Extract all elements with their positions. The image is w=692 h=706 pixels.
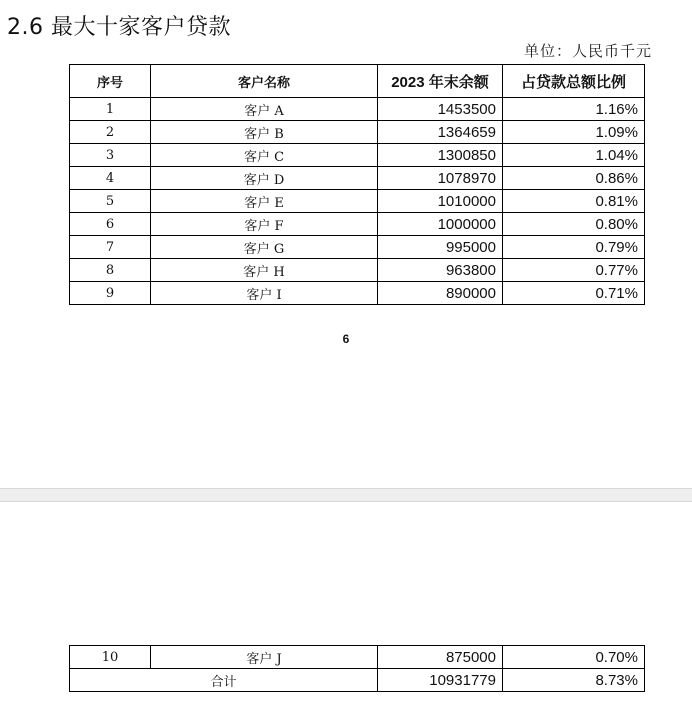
row-number: 3 — [70, 144, 151, 167]
table-row — [70, 144, 645, 167]
table-row — [70, 98, 645, 121]
header-balance: 2023 年末余额 — [378, 65, 503, 98]
loan-ratio: 0.77% — [503, 259, 645, 282]
table-header-row — [70, 65, 645, 98]
customer-name: 客户 C — [151, 144, 378, 167]
balance-amount: 1364659 — [378, 121, 503, 144]
customer-name: 客户 I — [151, 282, 378, 305]
loan-ratio: 1.16% — [503, 98, 645, 121]
balance-amount: 1300850 — [378, 144, 503, 167]
balance-amount: 890000 — [378, 282, 503, 305]
row-number: 8 — [70, 259, 151, 282]
balance-amount: 1000000 — [378, 213, 503, 236]
row-number: 9 — [70, 282, 151, 305]
loan-ratio: 1.09% — [503, 121, 645, 144]
top-customers-table — [69, 64, 645, 305]
row-number: 4 — [70, 167, 151, 190]
table-row — [70, 121, 645, 144]
table-row — [70, 167, 645, 190]
loan-ratio: 0.79% — [503, 236, 645, 259]
customer-name: 客户 F — [151, 213, 378, 236]
customer-name: 客户 A — [151, 98, 378, 121]
customer-name: 客户 H — [151, 259, 378, 282]
section-heading: 2.6 最大十家客户贷款 — [7, 15, 231, 40]
total-row — [70, 669, 645, 692]
customer-name: 客户 B — [151, 121, 378, 144]
table-row — [70, 190, 645, 213]
row-number: 6 — [70, 213, 151, 236]
page-number: 6 — [342, 332, 350, 346]
total-ratio: 8.73% — [503, 669, 645, 692]
table-row — [70, 236, 645, 259]
header-customer-name: 客户名称 — [151, 65, 378, 98]
header-ratio: 占贷款总额比例 — [503, 65, 645, 98]
balance-amount: 1453500 — [378, 98, 503, 121]
balance-amount: 995000 — [378, 236, 503, 259]
total-amount: 10931779 — [378, 669, 503, 692]
loan-ratio: 0.70% — [503, 646, 645, 669]
page-separator — [0, 488, 692, 502]
header-no: 序号 — [70, 65, 151, 98]
balance-amount: 1010000 — [378, 190, 503, 213]
loan-ratio: 0.86% — [503, 167, 645, 190]
row-number: 10 — [70, 646, 151, 669]
table-row — [70, 646, 645, 669]
table-row — [70, 282, 645, 305]
customer-name: 客户 G — [151, 236, 378, 259]
balance-amount: 963800 — [378, 259, 503, 282]
table-row — [70, 213, 645, 236]
row-number: 7 — [70, 236, 151, 259]
loan-ratio: 1.04% — [503, 144, 645, 167]
row-number: 5 — [70, 190, 151, 213]
top-customers-table-continued — [69, 645, 645, 692]
loan-ratio: 0.71% — [503, 282, 645, 305]
customer-name: 客户 D — [151, 167, 378, 190]
balance-amount: 875000 — [378, 646, 503, 669]
balance-amount: 1078970 — [378, 167, 503, 190]
row-number: 1 — [70, 98, 151, 121]
total-label: 合计 — [70, 669, 378, 692]
loan-ratio: 0.81% — [503, 190, 645, 213]
customer-name: 客户 J — [151, 646, 378, 669]
row-number: 2 — [70, 121, 151, 144]
unit-label: 单位：人民币千元 — [523, 42, 652, 60]
table-row — [70, 259, 645, 282]
loan-ratio: 0.80% — [503, 213, 645, 236]
customer-name: 客户 E — [151, 190, 378, 213]
